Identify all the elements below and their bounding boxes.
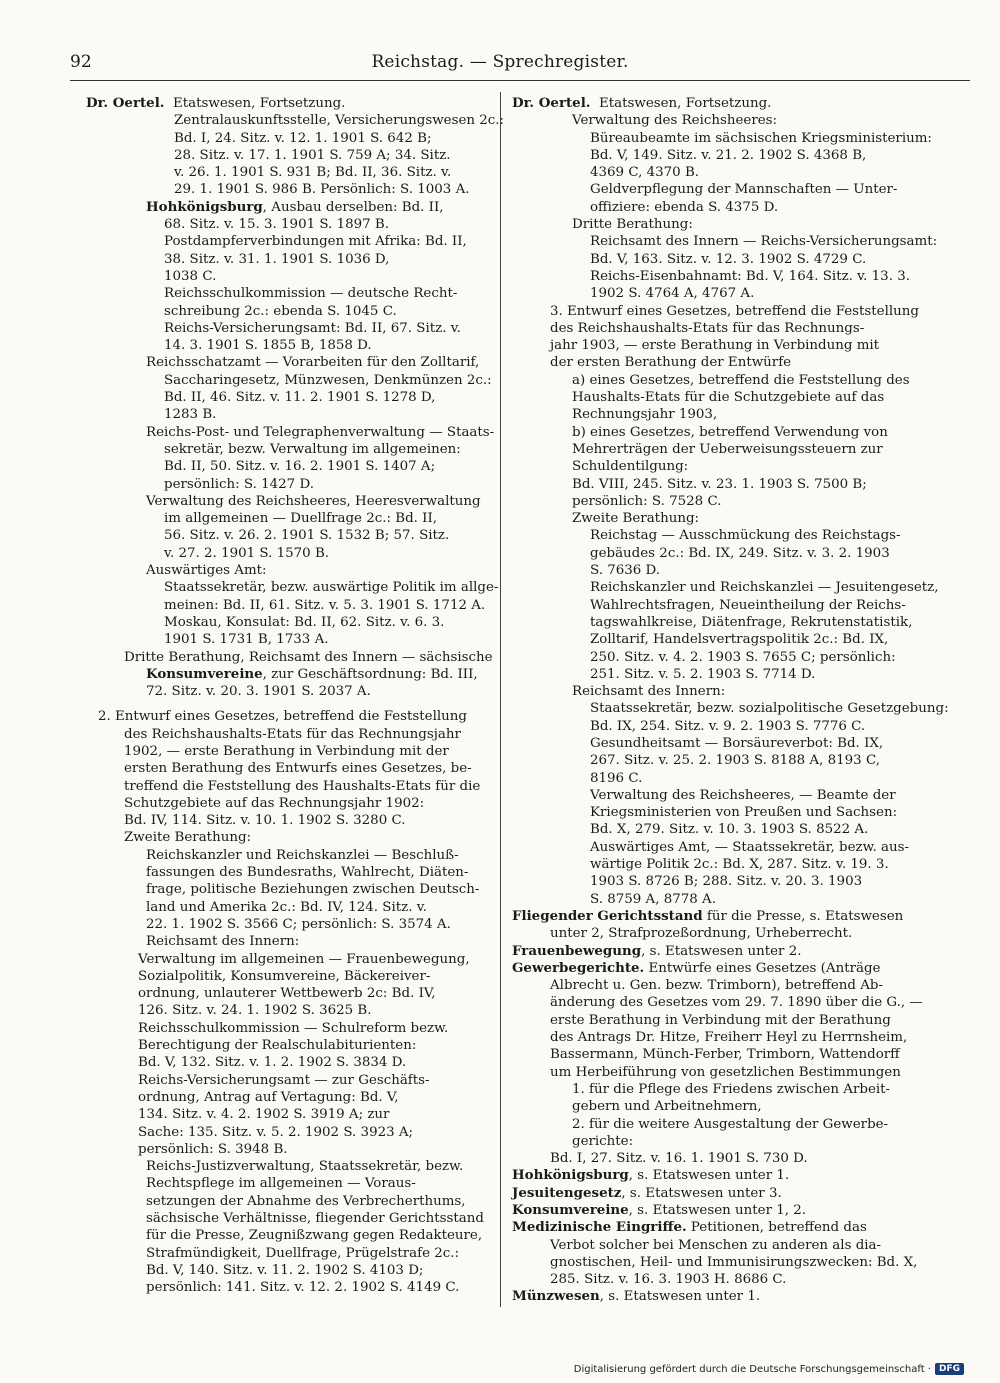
- text-line: Schutzgebiete auf das Rechnungsjahr 1902:: [124, 795, 425, 811]
- text-line: Zentralauskunftsstelle, Versicherungswesen 2c.:: [174, 113, 505, 129]
- running-head: Reichstag. — Sprechregister.: [371, 52, 629, 72]
- text-line: im allgemeinen — Duellfrage 2c.: Bd. II,: [164, 511, 438, 527]
- text-line: des Reichshaushalts-Etats für das Rechnungsjahr: [124, 726, 461, 742]
- text-line: 1901 S. 1731 B, 1733 A.: [164, 632, 329, 648]
- text-line: Albrecht u. Gen. bezw. Trimborn), betreffend Ab-: [550, 978, 884, 994]
- text-line: Saccharingesetz, Münzwesen, Denkmünzen 2c.:: [164, 372, 492, 388]
- text-line: persönlich: S. 7528 C.: [572, 493, 722, 509]
- text-line: Münzwesen, s. Etatswesen unter 1.: [512, 1288, 761, 1305]
- text-line: für die Presse, Zeugnißzwang gegen Redakteure,: [146, 1228, 483, 1244]
- text-line: 1903 S. 8726 B; 288. Sitz. v. 20. 3. 1903: [590, 874, 863, 890]
- text-line: 4369 C, 4370 B.: [590, 165, 700, 181]
- text-line: Hohkönigsburg, Ausbau derselben: Bd. II,: [146, 198, 444, 215]
- text-line: Berechtigung der Realschulabiturienten:: [138, 1038, 417, 1054]
- text-line: 250. Sitz. v. 4. 2. 1903 S. 7655 C; persönlich:: [590, 649, 896, 665]
- header-rule: [70, 80, 970, 81]
- text-line: Büreaubeamte im sächsischen Kriegsministerium:: [590, 130, 932, 146]
- text-line: Reichsamt des Innern:: [572, 684, 726, 700]
- text-line: Rechnungsjahr 1903,: [572, 407, 718, 423]
- text-line: 38. Sitz. v. 31. 1. 1901 S. 1036 D,: [164, 251, 390, 267]
- text-line: persönlich: S. 1427 D.: [164, 476, 314, 492]
- text-line: Reichsamt des Innern:: [146, 934, 300, 950]
- text-line: Auswärtiges Amt, — Staatssekretär, bezw. aus-: [590, 839, 909, 855]
- text-line: b) eines Gesetzes, betreffend Verwendung von: [572, 424, 888, 440]
- text-line: Reichskanzler und Reichskanzlei — Beschluß-: [146, 847, 459, 863]
- text-line: 126. Sitz. v. 24. 1. 1902 S. 3625 B.: [138, 1003, 372, 1019]
- text-line: Bd. II, 46. Sitz. v. 11. 2. 1901 S. 1278 D,: [164, 390, 436, 406]
- text-line: Zweite Berathung:: [572, 511, 700, 527]
- text-line: Jesuitengesetz, s. Etatswesen unter 3.: [512, 1184, 782, 1201]
- text-line: änderung des Gesetzes vom 29. 7. 1890 über die G., —: [550, 995, 923, 1011]
- text-line: Strafmündigkeit, Duellfrage, Prügelstrafe 2c.:: [146, 1245, 460, 1261]
- text-line: Reichsamt des Innern — Reichs-Versicherungsamt:: [590, 234, 938, 250]
- text-line: offiziere: ebenda S. 4375 D.: [590, 199, 779, 215]
- text-line: Bd. IX, 254. Sitz. v. 9. 2. 1903 S. 7776 C.: [590, 718, 866, 734]
- text-line: Haushalts-Etats für die Schutzgebiete auf das: [572, 390, 885, 406]
- text-line: Gesundheitsamt — Borsäureverbot: Bd. IX,: [590, 735, 884, 751]
- text-line: 68. Sitz. v. 15. 3. 1901 S. 1897 B.: [164, 217, 390, 233]
- text-line: unter 2, Strafprozeßordnung, Urheberrecht.: [550, 926, 853, 942]
- text-line: 3. Entwurf eines Gesetzes, betreffend die Feststellung: [550, 303, 919, 319]
- text-line: Mehrerträgen der Ueberweisungssteuern zur: [572, 441, 883, 457]
- text-line: 251. Sitz. v. 5. 2. 1903 S. 7714 D.: [590, 666, 816, 682]
- text-line: Rechtspflege im allgemeinen — Voraus-: [146, 1176, 416, 1192]
- text-line: Geldverpflegung der Mannschaften — Unter-: [590, 182, 898, 198]
- text-line: Konsumvereine, zur Geschäftsordnung: Bd. III,: [146, 665, 478, 682]
- text-line: ordnung, unlauterer Wettbewerb 2c: Bd. IV,: [138, 986, 436, 1002]
- text-line: Bd. V, 132. Sitz. v. 1. 2. 1902 S. 3834 D.: [138, 1055, 407, 1071]
- text-line: gnostischen, Heil- und Immunisirungszwecken: Bd. X,: [550, 1254, 918, 1270]
- text-line: v. 27. 2. 1901 S. 1570 B.: [164, 545, 330, 561]
- text-line: ersten Berathung des Entwurfs eines Gesetzes, be-: [124, 761, 472, 777]
- text-line: a) eines Gesetzes, betreffend die Feststellung des: [572, 372, 910, 388]
- text-line: Dritte Berathung:: [572, 217, 693, 233]
- text-line: tagswahlkreise, Diätenfrage, Rekrutenstatistik,: [590, 614, 913, 630]
- text-line: der ersten Berathung der Entwürfe: [550, 355, 792, 371]
- text-line: Zweite Berathung:: [124, 830, 252, 846]
- text-line: Reichstag — Ausschmückung des Reichstags-: [590, 528, 901, 544]
- text-line: Dr. Oertel. Etatswesen, Fortsetzung.: [86, 95, 346, 111]
- text-line: 1. für die Pflege des Friedens zwischen Arbeit-: [572, 1081, 891, 1097]
- text-line: Verwaltung des Reichsheeres:: [572, 113, 778, 129]
- text-line: 8196 C.: [590, 770, 643, 786]
- text-line: Schuldentilgung:: [572, 459, 689, 475]
- text-line: Bd. IV, 114. Sitz. v. 10. 1. 1902 S. 3280 C.: [124, 813, 406, 829]
- text-line: Bassermann, Münch-Ferber, Trimborn, Wattendorff: [550, 1047, 900, 1063]
- text-line: 28. Sitz. v. 17. 1. 1901 S. 759 A; 34. Sitz.: [174, 147, 451, 163]
- text-line: 134. Sitz. v. 4. 2. 1902 S. 3919 A; zur: [138, 1107, 390, 1123]
- text-line: Bd. II, 50. Sitz. v. 16. 2. 1901 S. 1407 A;: [164, 459, 436, 475]
- text-line: 56. Sitz. v. 26. 2. 1901 S. 1532 B; 57. Sitz.: [164, 528, 450, 544]
- text-line: 29. 1. 1901 S. 986 B. Persönlich: S. 1003 A.: [174, 182, 470, 198]
- text-line: um Herbeiführung von gesetzlichen Bestimmungen: [550, 1064, 901, 1080]
- text-line: S. 7636 D.: [590, 563, 661, 579]
- text-line: Verwaltung im allgemeinen — Frauenbewegung,: [138, 951, 470, 967]
- text-line: Reichs-Justizverwaltung, Staatssekretär, bezw.: [146, 1159, 464, 1175]
- text-line: 1038 C.: [164, 268, 217, 284]
- text-line: jahr 1903, — erste Berathung in Verbindung mit: [550, 338, 880, 354]
- text-line: treffend die Feststellung des Haushalts-Etats für die: [124, 778, 481, 794]
- text-line: Sache: 135. Sitz. v. 5. 2. 1902 S. 3923 A;: [138, 1124, 414, 1140]
- text-line: Bd. VIII, 245. Sitz. v. 23. 1. 1903 S. 7500 B;: [572, 476, 867, 492]
- text-line: Wahlrechtsfragen, Neueintheilung der Reichs-: [590, 597, 906, 613]
- text-line: Sozialpolitik, Konsumvereine, Bäckereiver-: [138, 968, 431, 984]
- text-line: Verwaltung des Reichsheeres, Heeresverwaltung: [146, 493, 481, 509]
- text-line: Konsumvereine, s. Etatswesen unter 1, 2.: [512, 1202, 807, 1218]
- footer-text: Digitalisierung gefördert durch die Deutsche Forschungsgemeinschaft ·: [573, 1363, 931, 1375]
- text-line: wärtige Politik 2c.: Bd. X, 287. Sitz. v. 19. 3.: [590, 857, 889, 873]
- text-line: schreibung 2c.: ebenda S. 1045 C.: [164, 303, 397, 319]
- text-line: Verwaltung des Reichsheeres, — Beamte der: [590, 787, 896, 803]
- text-line: Reichs-Eisenbahnamt: Bd. V, 164. Sitz. v. 13. 3.: [590, 268, 910, 284]
- text-line: 22. 1. 1902 S. 3566 C; persönlich: S. 3574 A.: [146, 916, 451, 932]
- text-line: sekretär, bezw. Verwaltung im allgemeinen:: [164, 441, 461, 457]
- text-line: fassungen des Bundesraths, Wahlrecht, Diäten-: [146, 865, 469, 881]
- text-line: 14. 3. 1901 S. 1855 B, 1858 D.: [164, 338, 372, 354]
- text-line: Bd. X, 279. Sitz. v. 10. 3. 1903 S. 8522 A.: [590, 822, 869, 838]
- text-line: Bd. V, 163. Sitz. v. 12. 3. 1902 S. 4729 C.: [590, 251, 867, 267]
- text-line: Reichs-Versicherungsamt — zur Geschäfts-: [138, 1072, 430, 1088]
- text-line: Bd. V, 149. Sitz. v. 21. 2. 1902 S. 4368 B,: [590, 147, 867, 163]
- text-line: 1283 B.: [164, 407, 217, 423]
- text-line: Zolltarif, Handelsvertragspolitik 2c.: Bd. IX,: [590, 632, 889, 648]
- text-line: Reichs-Versicherungsamt: Bd. II, 67. Sitz. v.: [164, 320, 461, 336]
- text-line: Reichsschulkommission — deutsche Recht-: [164, 286, 458, 302]
- text-line: land und Amerika 2c.: Bd. IV, 124. Sitz. v.: [146, 899, 427, 915]
- text-line: meinen: Bd. II, 61. Sitz. v. 5. 3. 1901 S. 1712 A.: [164, 597, 486, 613]
- text-line: gebern und Arbeitnehmern,: [572, 1099, 762, 1115]
- text-line: Staatssekretär, bezw. auswärtige Politik im allge-: [164, 580, 499, 596]
- text-line: persönlich: 141. Sitz. v. 12. 2. 1902 S. 4149 C.: [146, 1280, 460, 1296]
- text-line: Postdampferverbindungen mit Afrika: Bd. II,: [164, 234, 467, 250]
- text-line: Reichskanzler und Reichskanzlei — Jesuitengesetz,: [590, 580, 939, 596]
- text-line: 267. Sitz. v. 25. 2. 1903 S. 8188 A, 8193 C,: [590, 753, 880, 769]
- text-line: Auswärtiges Amt:: [146, 563, 267, 579]
- text-line: Bd. I, 24. Sitz. v. 12. 1. 1901 S. 642 B;: [174, 130, 432, 146]
- text-line: Reichsschulkommission — Schulreform bezw.: [138, 1020, 449, 1036]
- text-line: Bd. I, 27. Sitz. v. 16. 1. 1901 S. 730 D.: [550, 1151, 808, 1167]
- column-divider: [500, 92, 501, 1307]
- left-column: [86, 95, 505, 1296]
- right-column: [512, 95, 949, 1306]
- text-line: Hohkönigsburg, s. Etatswesen unter 1.: [512, 1167, 790, 1184]
- text-line: Moskau, Konsulat: Bd. II, 62. Sitz. v. 6. 3.: [164, 614, 445, 630]
- text-line: Staatssekretär, bezw. sozialpolitische Gesetzgebung:: [590, 701, 949, 717]
- text-line: Frauenbewegung, s. Etatswesen unter 2.: [512, 942, 802, 959]
- text-line: Medizinische Eingriffe. Petitionen, betreffend das: [512, 1219, 867, 1236]
- text-line: Reichs-Post- und Telegraphenverwaltung — Staats-: [146, 424, 495, 440]
- text-line: v. 26. 1. 1901 S. 931 B; Bd. II, 36. Sitz. v.: [174, 165, 452, 181]
- page-number: 92: [70, 52, 92, 72]
- text-line: setzungen der Abnahme des Verbrecherthums,: [146, 1193, 466, 1209]
- text-line: gerichte:: [572, 1133, 634, 1149]
- text-line: Dritte Berathung, Reichsamt des Innern — sächsische: [124, 649, 493, 665]
- text-line: persönlich: S. 3948 B.: [138, 1141, 288, 1157]
- text-line: sächsische Verhältnisse, fliegender Gerichtsstand: [146, 1211, 484, 1226]
- text-line: Gewerbegerichte. Entwürfe eines Gesetzes (Anträge: [512, 959, 881, 976]
- text-line: S. 8759 A, 8778 A.: [590, 891, 716, 907]
- text-line: frage, politische Beziehungen zwischen Deutsch-: [146, 882, 480, 898]
- text-line: Bd. V, 140. Sitz. v. 11. 2. 1902 S. 4103 D;: [146, 1262, 424, 1278]
- text-line: Kriegsministerien von Preußen und Sachsen:: [590, 805, 898, 821]
- text-line: 2. für die weitere Ausgestaltung der Gewerbe-: [572, 1116, 889, 1132]
- text-line: [86, 700, 492, 708]
- text-line: erste Berathung in Verbindung mit der Berathung: [550, 1012, 891, 1028]
- text-line: 2. Entwurf eines Gesetzes, betreffend die Feststellung: [98, 709, 467, 725]
- text-line: ordnung, Antrag auf Vertagung: Bd. V,: [138, 1089, 399, 1105]
- dfg-logo: DFG: [935, 1363, 964, 1375]
- text-line: 1902 S. 4764 A, 4767 A.: [590, 286, 755, 302]
- text-line: des Antrags Dr. Hitze, Freiherr Heyl zu Herrnsheim,: [550, 1030, 908, 1046]
- text-line: Fliegender Gerichtsstand für die Presse, s. Etatswesen: [512, 907, 904, 924]
- text-line: Reichsschatzamt — Vorarbeiten für den Zolltarif,: [146, 355, 480, 371]
- text-line: 1902, — erste Berathung in Verbindung mit der: [124, 743, 449, 759]
- text-line: des Reichshaushalts-Etats für das Rechnungs-: [550, 320, 865, 336]
- text-line: Verbot solcher bei Menschen zu anderen als dia-: [550, 1237, 882, 1253]
- text-line: Dr. Oertel. Etatswesen, Fortsetzung.: [512, 95, 772, 111]
- text-line: 285. Sitz. v. 16. 3. 1903 H. 8686 C.: [550, 1272, 787, 1288]
- footer: [574, 1363, 964, 1375]
- text-line: gebäudes 2c.: Bd. IX, 249. Sitz. v. 3. 2. 1903: [590, 545, 890, 561]
- text-line: 72. Sitz. v. 20. 3. 1901 S. 2037 A.: [146, 684, 371, 700]
